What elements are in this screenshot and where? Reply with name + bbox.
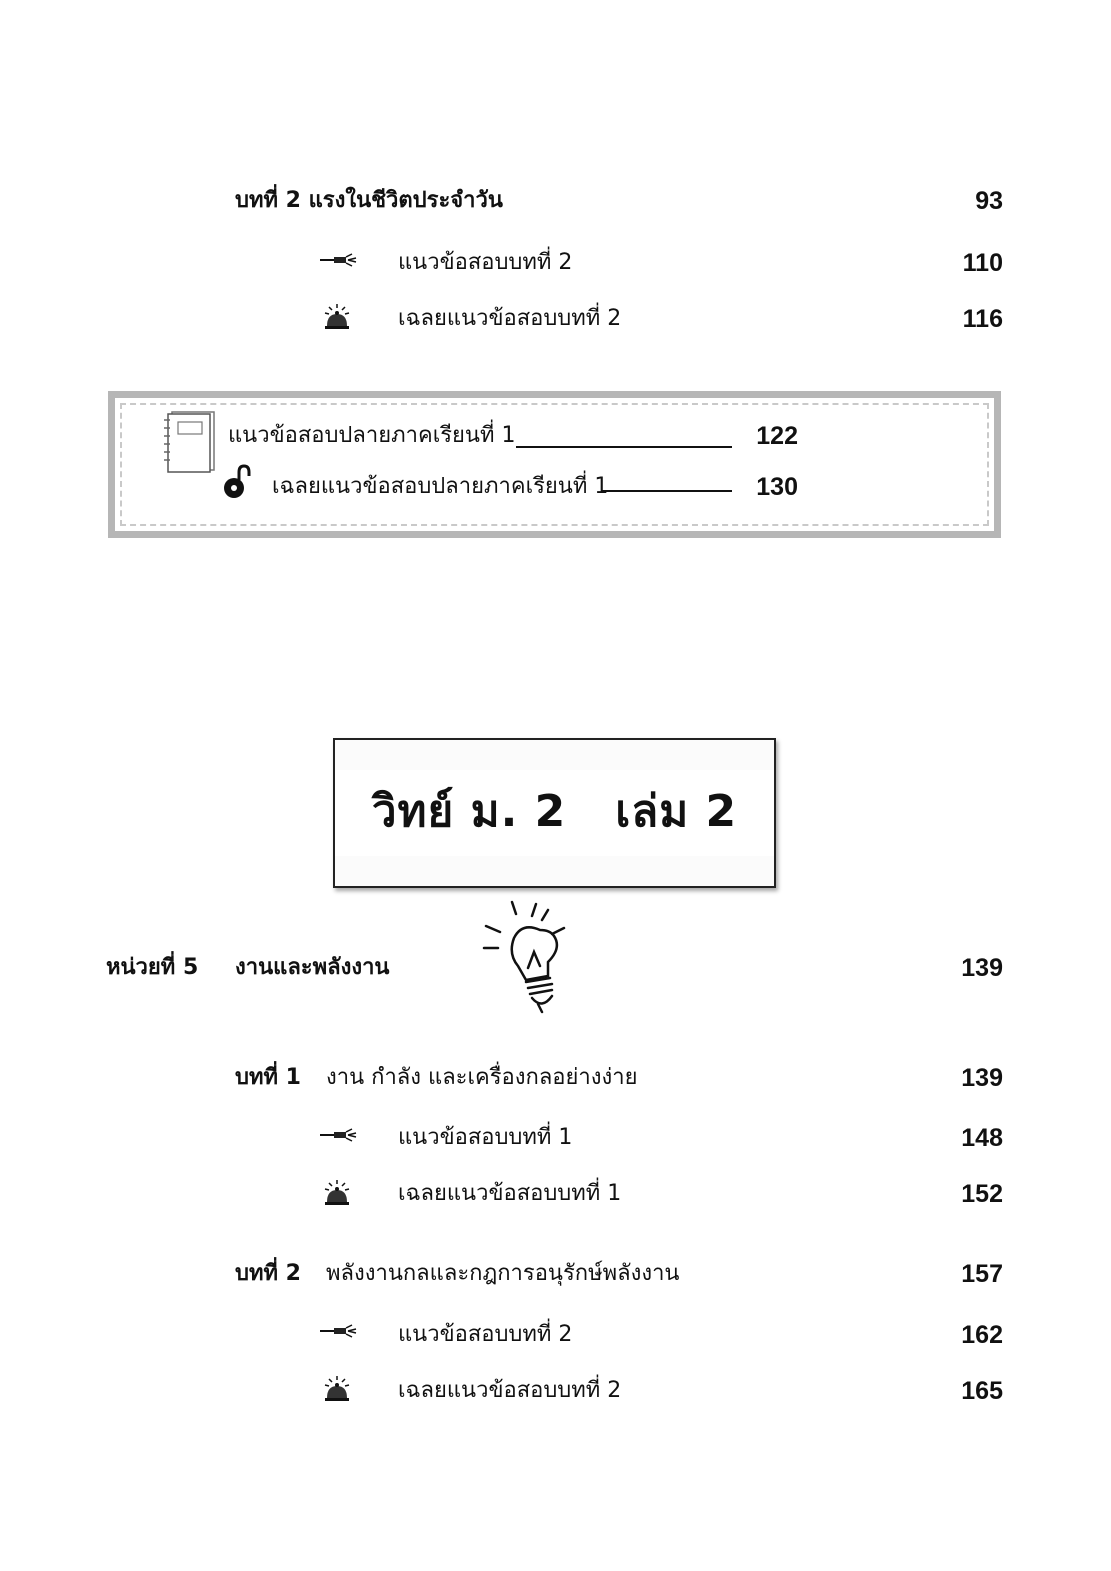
notebook-icon xyxy=(160,408,218,474)
unit-label: หน่วยที่ 5 xyxy=(106,955,199,980)
chapter-title: พลังงานกลและกฎการอนุรักษ์พลังงาน xyxy=(326,1261,680,1286)
pen-icon xyxy=(318,1125,358,1145)
pen-icon xyxy=(318,250,358,270)
chapter-page-number: 93 xyxy=(975,187,1003,215)
pen-icon xyxy=(318,1321,358,1341)
chapter-label: บทที่ 2 xyxy=(235,1261,301,1286)
chapter-page-number: 139 xyxy=(961,1064,1003,1092)
toc-item-page: 152 xyxy=(961,1180,1003,1208)
toc-item-label: แนวข้อสอบบทที่ 2 xyxy=(398,250,573,275)
chapter-title: งาน กำลัง และเครื่องกลอย่างง่าย xyxy=(326,1065,638,1090)
toc-item-label: แนวข้อสอบบทที่ 1 xyxy=(398,1125,573,1150)
exam-item-page: 122 xyxy=(756,422,798,450)
toc-item-label: แนวข้อสอบบทที่ 2 xyxy=(398,1322,573,1347)
unit-page-number: 139 xyxy=(961,954,1003,982)
bell-icon xyxy=(322,302,352,332)
padlock-icon xyxy=(222,464,252,500)
exam-item-label: เฉลยแนวข้อสอบปลายภาคเรียนที่ 1 xyxy=(272,474,609,499)
chapter-title: บทที่ 2 แรงในชีวิตประจำวัน xyxy=(235,188,503,213)
toc-item-page: 116 xyxy=(962,305,1003,333)
chapter-label: บทที่ 1 xyxy=(235,1065,301,1090)
toc-item-page: 148 xyxy=(961,1124,1003,1152)
bell-icon xyxy=(322,1178,352,1208)
book-title: วิทย์ ม. 2 เล่ม 2 xyxy=(371,786,738,837)
exam-item-page: 130 xyxy=(756,473,798,501)
toc-item-label: เฉลยแนวข้อสอบบทที่ 1 xyxy=(398,1181,622,1206)
toc-item-label: เฉลยแนวข้อสอบบทที่ 2 xyxy=(398,306,622,331)
toc-item-page: 110 xyxy=(962,249,1003,277)
toc-item-label: เฉลยแนวข้อสอบบทที่ 2 xyxy=(398,1378,622,1403)
exam-item-label: แนวข้อสอบปลายภาคเรียนที่ 1 xyxy=(228,423,516,448)
chapter-page-number: 157 xyxy=(961,1260,1003,1288)
book-title-frame xyxy=(333,738,776,888)
toc-item-page: 165 xyxy=(961,1377,1003,1405)
toc-item-page: 162 xyxy=(961,1321,1003,1349)
bell-icon xyxy=(322,1374,352,1404)
lightbulb-icon xyxy=(478,898,574,1024)
unit-title: งานและพลังงาน xyxy=(235,955,390,980)
